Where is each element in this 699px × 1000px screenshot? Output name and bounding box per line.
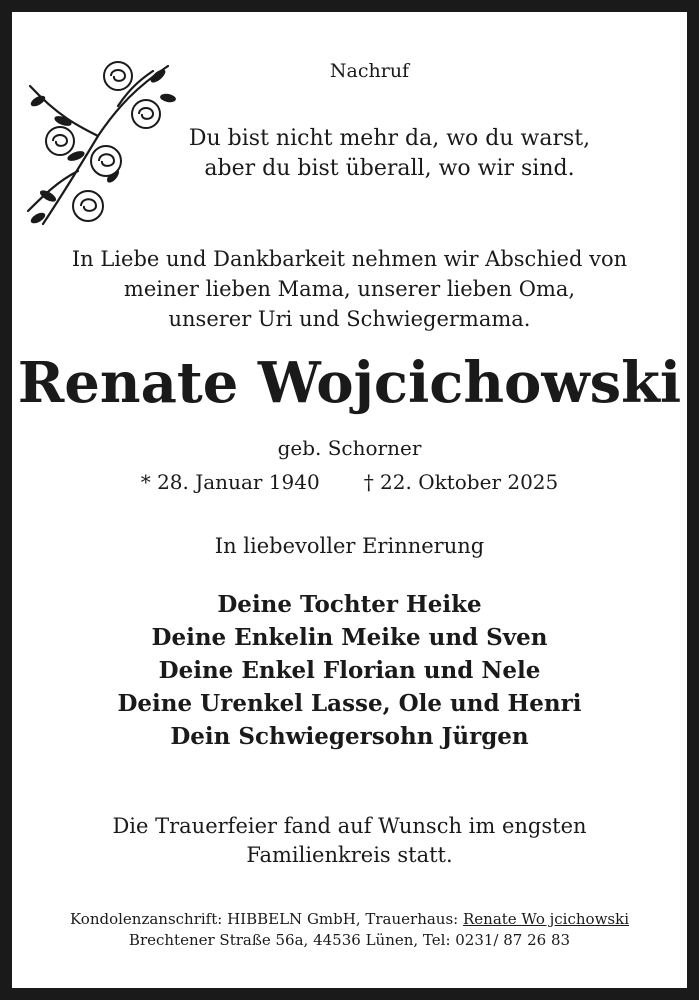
condolence-prefix: Kondolenzanschrift: HIBBELN GmbH, Trauerhaus: [69,910,463,928]
memory-line: In liebevoller Erinnerung [214,534,485,558]
mourners-list [12,588,687,753]
condolence-address-line: Brechtener Straße 56a, 44536 Lünen, Tel: 0231/ 87 26 83 [128,931,571,949]
mourner: Deine Tochter Heike [217,591,482,618]
mourner: Deine Enkelin Meike und Sven [151,624,548,651]
birth-name: geb. Schorner [277,436,422,460]
funeral-line: Familienkreis statt. [246,843,453,867]
quote-line: aber du bist überall, wo wir sind. [204,156,575,181]
heading: Nachruf [329,60,410,82]
funeral-line: Die Trauerfeier fand auf Wunsch im engsten [112,814,587,838]
life-dates [12,470,687,494]
intro-line: unserer Uri und Schwiegermama. [168,307,531,331]
funeral-note [12,812,687,870]
condolence-link[interactable]: Renate Wo jcichowski [462,910,629,928]
intro-line: meiner lieben Mama, unserer lieben Oma, [123,277,576,301]
condolence-address [12,909,687,951]
mourner: Deine Urenkel Lasse, Ole und Henri [117,690,582,717]
condolence-line [12,909,687,930]
deceased-name: Renate Wojcichowski [17,350,682,416]
birth-date: * 28. Januar 1940 [140,470,320,494]
mourner: Deine Enkel Florian und Nele [158,657,541,684]
quote-line: Du bist nicht mehr da, wo du warst, [188,126,591,151]
intro-text [12,244,687,334]
quote [12,124,699,184]
mourner: Dein Schwiegersohn Jürgen [170,723,529,750]
intro-line: In Liebe und Dankbarkeit nehmen wir Abschied von [71,247,628,271]
death-date: † 22. Oktober 2025 [363,470,559,494]
